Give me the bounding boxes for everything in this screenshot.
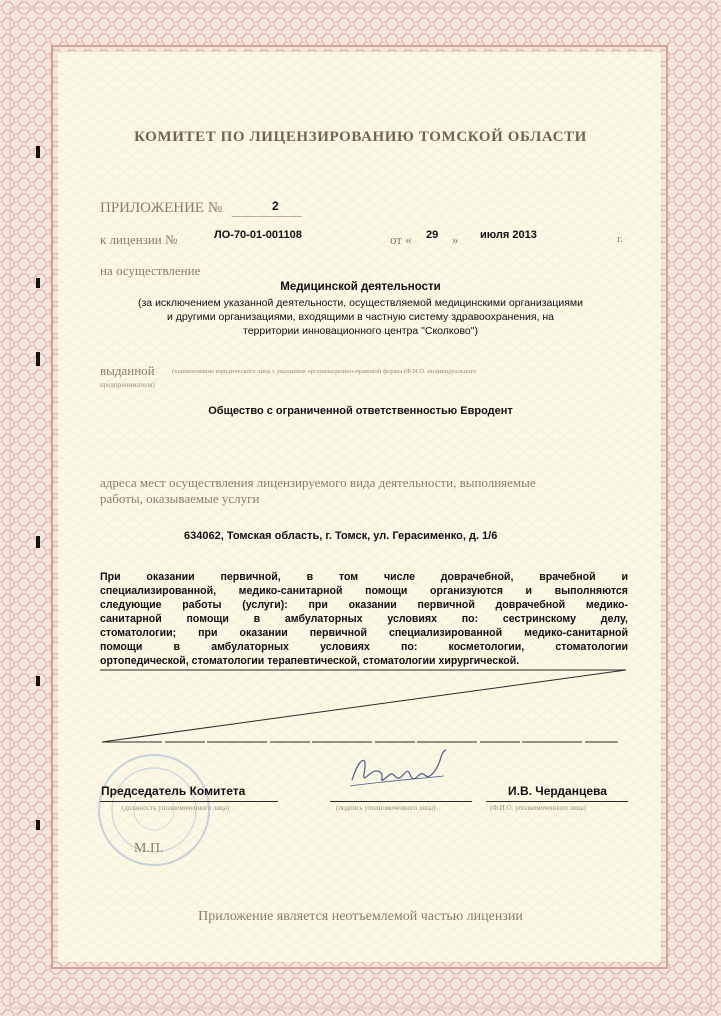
signatory-name: И.В. Черданцева xyxy=(508,784,607,798)
signatory-position: Председатель Комитета xyxy=(101,784,246,798)
handwritten-signature xyxy=(346,746,456,798)
activity-label: на осуществление xyxy=(100,263,201,278)
scan-mark xyxy=(36,820,40,830)
license-number: ЛО-70-01-001108 xyxy=(214,229,302,241)
underline xyxy=(232,216,302,217)
appendix-label: ПРИЛОЖЕНИЕ № xyxy=(100,200,223,216)
activity-address: 634062, Томская область, г. Томск, ул. Герасименко, д. 1/6 xyxy=(184,530,498,542)
license-day: 29 xyxy=(426,229,439,241)
footer-note: Приложение является неотъемлемой частью лицензии xyxy=(198,909,523,924)
services-last-line: ортопедической, стоматологии терапевтической, стоматологии хирургической. xyxy=(100,655,520,667)
scan-mark xyxy=(36,352,40,366)
issued-label: выданной xyxy=(100,363,155,378)
year-suffix: г. xyxy=(617,233,624,245)
services-line: При оказании первичной, в том числе доврачебной, врачебной и xyxy=(100,571,628,583)
scan-mark xyxy=(36,536,40,548)
position-line xyxy=(100,801,278,802)
scan-mark xyxy=(36,146,40,158)
stamp-label: М.П. xyxy=(134,841,164,856)
activity-clarification-line: территории инновационного центра "Сколково") xyxy=(243,325,478,337)
services-line: специализированной, медико-санитарной помощи организуются и выполняются xyxy=(100,585,628,597)
blank-space-z-line xyxy=(98,666,628,746)
signature-line xyxy=(330,801,472,802)
signature-hint: (подпись уполномоченного лица) xyxy=(336,804,436,812)
services-line: следующие работы (услуги): при оказании первичной доврачебной медико- xyxy=(100,599,628,611)
date-from-label: от « xyxy=(390,232,412,247)
activity-name: Медицинской деятельности xyxy=(280,281,441,293)
activity-clarification-line: и другими организациями, входящими в частную систему здравоохранения, на xyxy=(166,311,555,323)
license-month-year: июля 2013 xyxy=(480,229,537,241)
license-label: к лицензии № xyxy=(100,232,178,247)
scan-mark xyxy=(36,278,40,288)
organization-name: Общество с ограниченной ответственностью Евродент xyxy=(208,405,513,417)
name-line xyxy=(486,801,628,802)
services-line: помощи в амбулаторных условиях по: косметологии, стоматологии xyxy=(100,641,628,653)
activity-clarification-line: (за исключением указанной деятельности, осуществляемой медицинскими организациями xyxy=(138,297,583,309)
services-line: санитарной помощи в амбулаторных условиях по: сестринскому делу, xyxy=(100,613,628,625)
addresses-label-line: адреса мест осуществления лицензируемого вида деятельности, выполняемые xyxy=(100,475,536,490)
page-title: КОМИТЕТ ПО ЛИЦЕНЗИРОВАНИЮ ТОМСКОЙ ОБЛАСТИ xyxy=(134,129,587,145)
issued-hint-line: предпринимателя) xyxy=(100,381,155,389)
appendix-number: 2 xyxy=(272,199,279,213)
date-close-mark: » xyxy=(452,232,459,247)
position-hint: (должность уполномоченного лица) xyxy=(122,804,230,812)
services-line: стоматологии; при оказании первичной специализированной медико-санитарной xyxy=(100,627,628,639)
addresses-label-line: работы, оказываемые услуги xyxy=(100,491,260,506)
issued-hint-line: (наименование юридического лица с указанием организационно-правовой формы (Ф.И.О. индивидуального xyxy=(172,368,477,375)
scan-mark xyxy=(36,676,40,686)
name-hint: (Ф.И.О. уполномоченного лица) xyxy=(490,804,586,812)
